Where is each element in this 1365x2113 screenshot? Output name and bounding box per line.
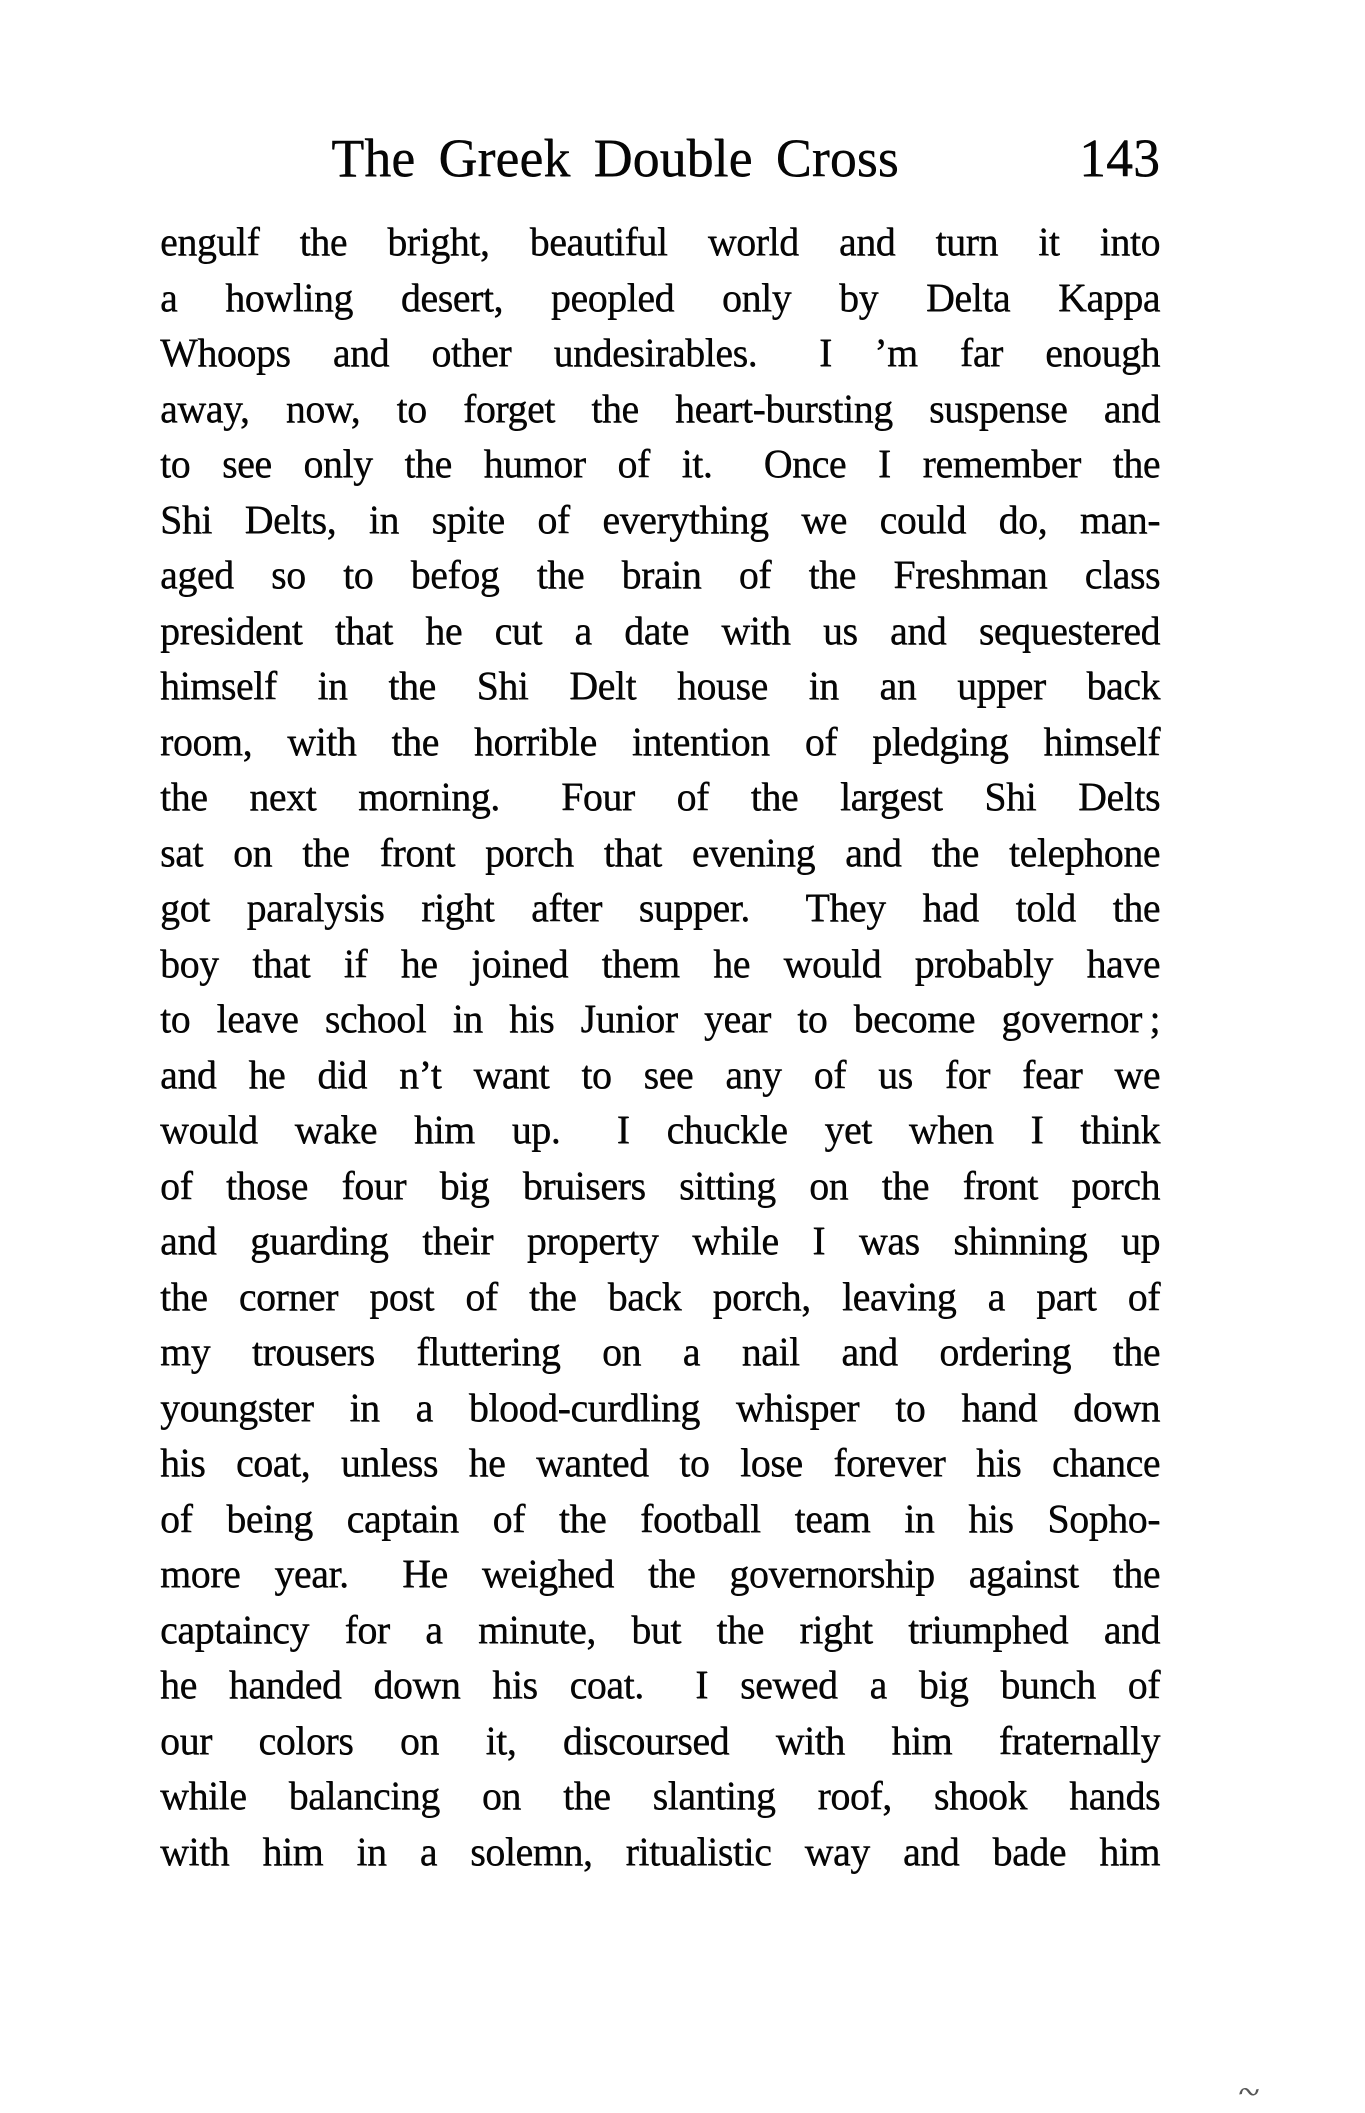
body-text — [160, 214, 1160, 1879]
text-line: and he did n’t want to see any of us for fear we — [160, 1051, 1160, 1097]
text-line: a howling desert, peopled only by Delta Kappa — [160, 274, 1160, 320]
text-line: room, with the horrible intention of pledging himself — [160, 718, 1160, 764]
page-number: 143 — [1079, 128, 1160, 188]
text-line: our colors on it, discoursed with him fraternally — [160, 1717, 1160, 1763]
text-line: of being captain of the football team in his Sopho- — [160, 1495, 1160, 1541]
text-line: my trousers fluttering on a nail and ordering the — [160, 1329, 1160, 1374]
text-line: president that he cut a date with us and sequestered — [160, 607, 1160, 653]
running-header — [160, 128, 1160, 194]
text-line: and guarding their property while I was shinning up — [160, 1218, 1160, 1263]
text-line: of those four big bruisers sitting on the front porch — [160, 1162, 1160, 1208]
text-line: the next morning. Four of the largest Shi Delts — [160, 774, 1160, 819]
text-line: engulf the bright, beautiful world and turn it into — [160, 219, 1160, 264]
text-line: sat on the front porch that evening and the telephone — [160, 829, 1160, 875]
text-line: Whoops and other undesirables. I ’m far enough — [160, 330, 1160, 375]
text-line: to see only the humor of it. Once I remember the — [160, 441, 1160, 486]
text-line: while balancing on the slanting roof, shook hands — [160, 1773, 1160, 1818]
text-line: would wake him up. I chuckle yet when I think — [160, 1107, 1160, 1152]
text-line: away, now, to forget the heart-bursting suspense and — [160, 385, 1160, 431]
text-line: he handed down his coat. I sewed a big bunch of — [160, 1662, 1160, 1707]
text-line: aged so to befog the brain of the Freshman class — [160, 552, 1160, 597]
text-line: his coat, unless he wanted to lose forever his chance — [160, 1440, 1160, 1485]
text-line: got paralysis right after supper. They had told the — [160, 885, 1160, 930]
text-line: captaincy for a minute, but the right triumphed and — [160, 1606, 1160, 1652]
ink-smudge-icon: ∿ — [1233, 2079, 1265, 2104]
text-line: the corner post of the back porch, leaving a part of — [160, 1273, 1160, 1319]
text-line: himself in the Shi Delt house in an upper back — [160, 663, 1160, 708]
text-line: youngster in a blood-curdling whisper to hand down — [160, 1384, 1160, 1430]
text-line: to leave school in his Junior year to become governor ; — [160, 996, 1160, 1041]
text-line: more year. He weighed the governorship against the — [160, 1551, 1160, 1596]
text-line: with him in a solemn, ritualistic way and bade him — [160, 1828, 1160, 1874]
text-line: boy that if he joined them he would probably have — [160, 940, 1160, 986]
text-line: Shi Delts, in spite of everything we could do, man- — [160, 496, 1160, 542]
page-title: The Greek Double Cross — [331, 128, 899, 188]
